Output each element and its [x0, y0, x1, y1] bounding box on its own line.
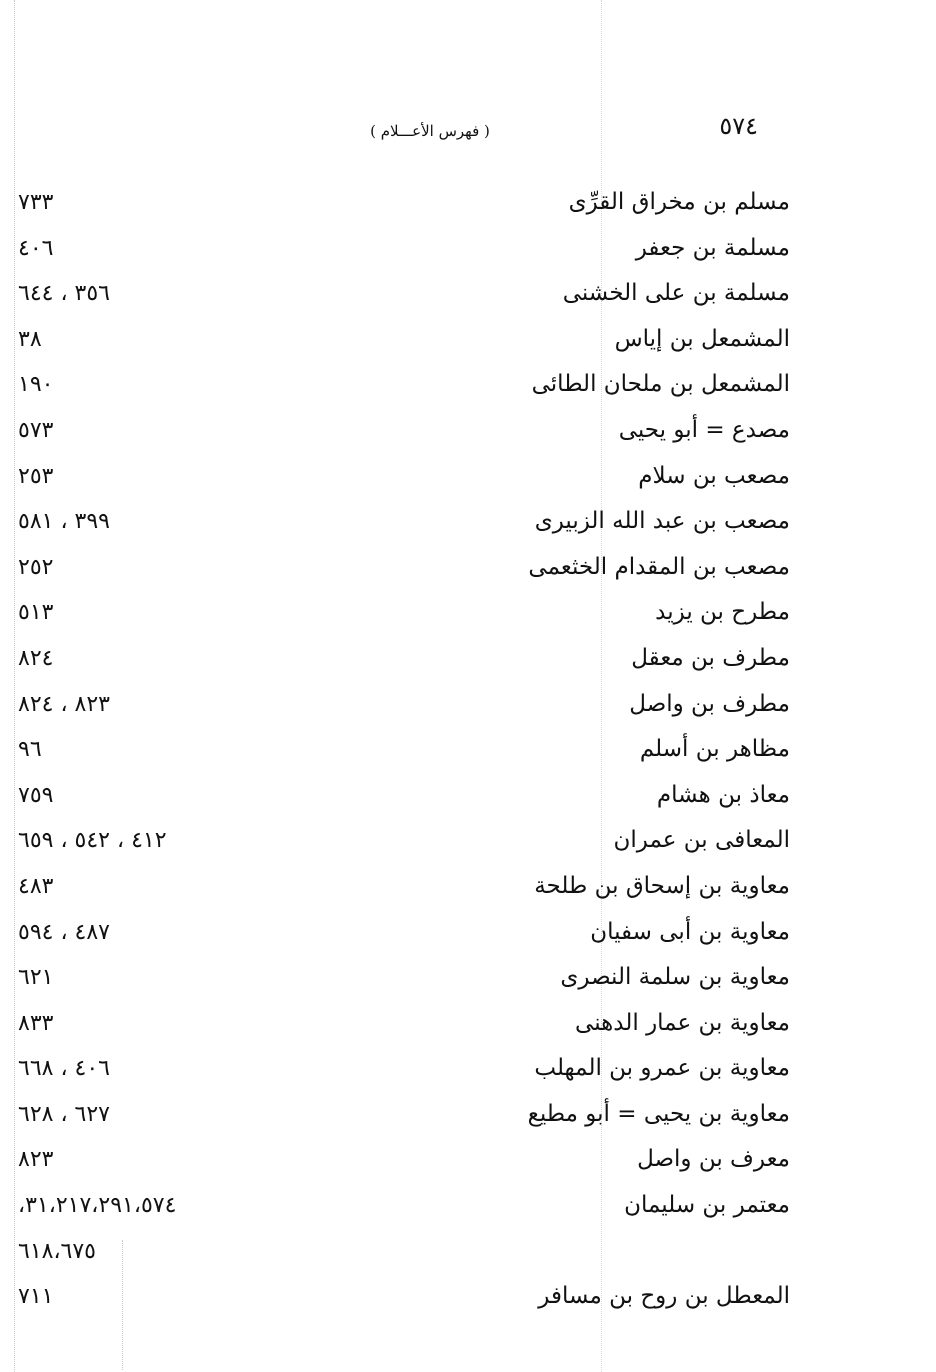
entry-name: مصعب بن سلام — [638, 462, 790, 489]
entry-page-references: ٨٣٣ — [18, 1010, 54, 1036]
index-entry — [0, 499, 936, 545]
entry-name: مسلم بن مخراق القرِّى — [568, 189, 790, 215]
entry-page-references: ٣٨ — [18, 326, 42, 352]
entry-name: المشمعل بن ملحان الطائى — [531, 371, 790, 398]
index-entry — [0, 773, 936, 819]
running-header-title: ( فهرس الأعـــلام ) — [370, 122, 490, 140]
entry-name: مسلمة بن جعفر — [635, 234, 790, 261]
entry-page-references: ٣٥٦ ، ٦٤٤ — [18, 281, 110, 307]
entry-page-references: ٦٢٧ ، ٦٢٨ — [18, 1101, 110, 1127]
entry-page-references: ٤٠٦ ، ٦٦٨ — [18, 1056, 110, 1082]
entry-name: المشمعل بن إياس — [614, 325, 790, 352]
index-entry — [0, 454, 936, 500]
entry-name: مسلمة بن على الخشنى — [562, 280, 790, 307]
index-entry — [0, 1183, 936, 1229]
entry-page-references: ٤٨٧ ، ٥٩٤ — [18, 919, 110, 945]
entry-name: معاوية بن يحيى = أبو مطيع — [527, 1100, 790, 1127]
index-entry — [0, 226, 936, 272]
entry-page-references: ٣١،٢١٧،٢٩١،٥٧٤، — [18, 1193, 177, 1219]
entry-name: معاذ بن هشام — [656, 781, 790, 808]
index-entry — [0, 1229, 936, 1275]
index-entry — [0, 818, 936, 864]
index-entry — [0, 1274, 936, 1320]
entry-page-references: ٦٢١ — [18, 965, 54, 991]
entry-page-references: ٧٣٣ — [18, 190, 54, 215]
entry-name: معرف بن واصل — [637, 1146, 790, 1173]
index-entry — [0, 590, 936, 636]
index-entry — [0, 408, 936, 454]
name-index-list — [0, 180, 936, 1320]
index-entry — [0, 864, 936, 910]
entry-name: معتمر بن سليمان — [624, 1192, 790, 1219]
entry-page-references: ٧٥٩ — [18, 782, 54, 808]
entry-name: معاوية بن أبى سفيان — [590, 918, 790, 945]
entry-name: مطرف بن واصل — [629, 690, 790, 717]
entry-page-references: ٥١٣ — [18, 600, 54, 626]
entry-page-references: ٢٥٢ — [18, 554, 54, 580]
entry-page-references: ٢٥٣ — [18, 463, 54, 489]
entry-page-references: ١٩٠ — [18, 372, 54, 398]
index-entry — [0, 727, 936, 773]
entry-name: مظاهر بن أسلم — [639, 736, 790, 763]
entry-page-references: ٤١٢ ، ٥٤٢ ، ٦٥٩ — [18, 828, 167, 854]
index-entry — [0, 1046, 936, 1092]
entry-page-references: ٨٢٣ — [18, 1147, 54, 1173]
entry-name: المعافى بن عمران — [613, 827, 790, 854]
index-entry — [0, 636, 936, 682]
entry-name: معاوية بن عمرو بن المهلب — [534, 1055, 790, 1082]
index-entry — [0, 955, 936, 1001]
entry-page-references: ٨٢٣ ، ٨٢٤ — [18, 691, 110, 717]
index-entry — [0, 682, 936, 728]
entry-page-references: ٦١٨،٦٧٥ — [18, 1238, 96, 1264]
entry-name: مطرف بن معقل — [631, 644, 790, 671]
entry-name: مصدع = أبو يحيى — [618, 416, 790, 443]
entry-name: مصعب بن المقدام الخثعمى — [528, 553, 790, 580]
index-entry — [0, 317, 936, 363]
entry-name: مطرح بن يزيد — [655, 599, 790, 626]
index-entry — [0, 1092, 936, 1138]
entry-name: معاوية بن عمار الدهنى — [575, 1009, 790, 1036]
entry-page-references: ٤٠٦ — [18, 235, 54, 261]
entry-name: معاوية بن سلمة النصرى — [560, 964, 790, 991]
entry-page-references: ٤٨٣ — [18, 873, 54, 899]
entry-name: مصعب بن عبد الله الزبيرى — [534, 508, 790, 535]
index-entry — [0, 910, 936, 956]
index-entry — [0, 180, 936, 226]
entry-page-references: ٩٦ — [18, 737, 42, 763]
page-number: ٥٧٤ — [719, 112, 758, 140]
entry-name: معاوية بن إسحاق بن طلحة — [534, 872, 790, 899]
index-entry — [0, 271, 936, 317]
index-entry — [0, 1137, 936, 1183]
index-entry — [0, 1001, 936, 1047]
entry-page-references: ٣٩٩ ، ٥٨١ — [18, 509, 110, 535]
entry-name: المعطل بن روح بن مسافر — [538, 1283, 790, 1310]
entry-page-references: ٨٢٤ — [18, 645, 54, 671]
index-entry — [0, 545, 936, 591]
index-entry — [0, 362, 936, 408]
entry-page-references: ٥٧٣ — [18, 417, 54, 443]
entry-page-references: ٧١١ — [18, 1284, 54, 1310]
